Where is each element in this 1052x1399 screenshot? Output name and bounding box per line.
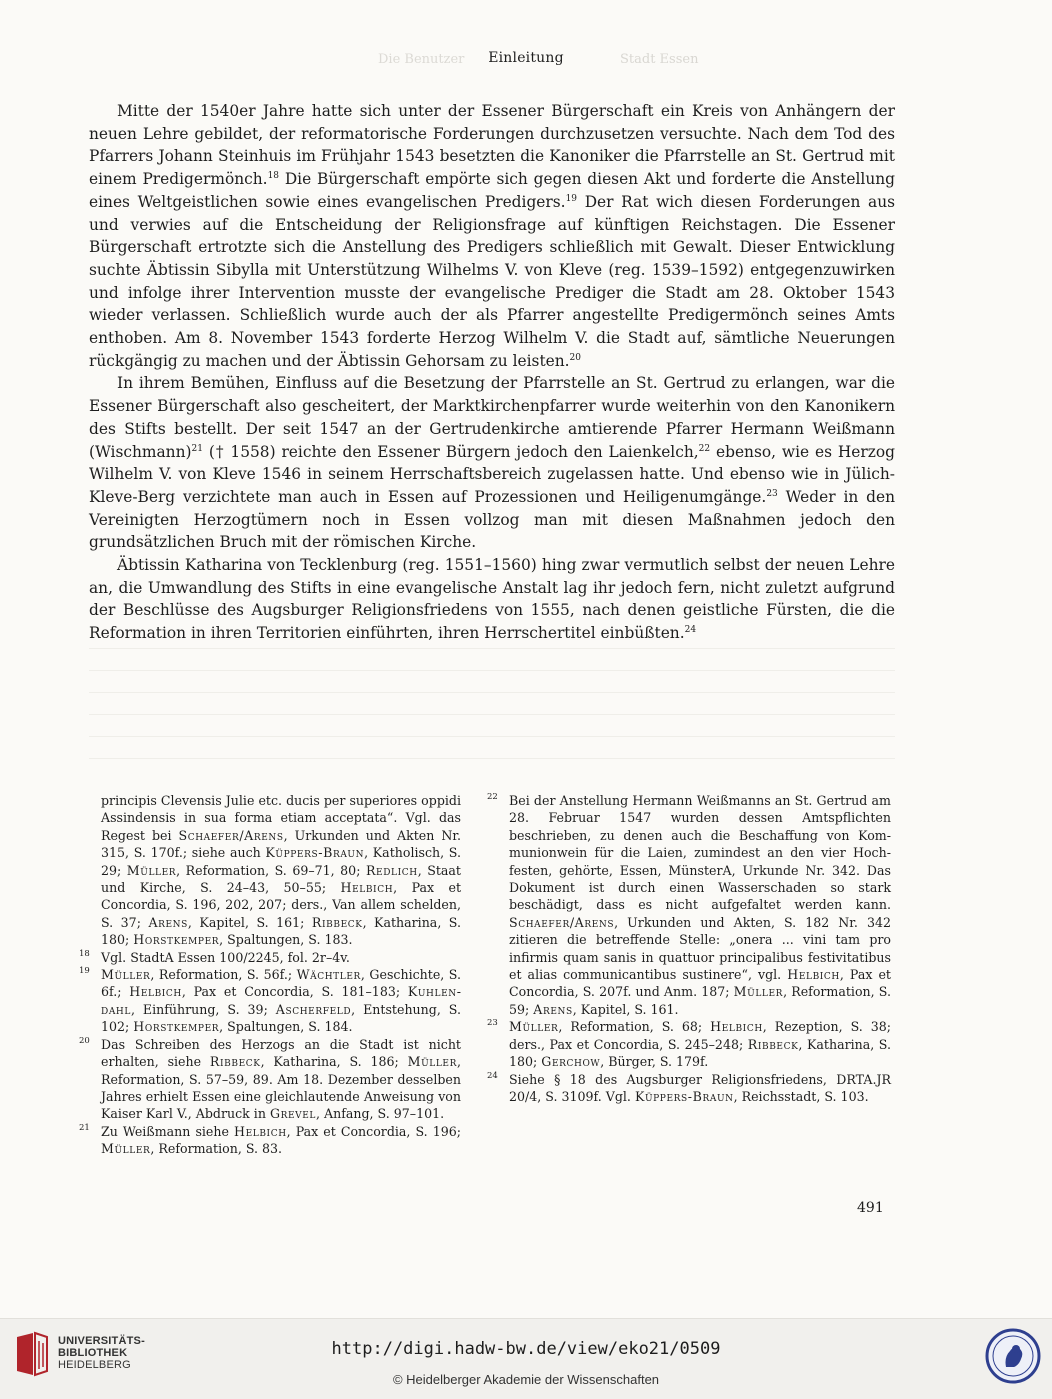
digitization-footer <box>0 1318 1052 1399</box>
academy-seal-icon <box>984 1327 1042 1385</box>
showthrough-heading-right: Stadt Essen <box>620 52 699 67</box>
showthrough-heading-left: Die Benutzer <box>378 52 465 67</box>
permalink-url[interactable]: http://digi.hadw-bw.de/view/eko21/0509 <box>331 1339 721 1359</box>
footnote-ref-19: 19 <box>565 193 578 204</box>
footnote-ref-18: 18 <box>267 171 280 182</box>
footnote-17-continued: principis Clevensis Julie etc. ducis per superiores oppidi Assindensis in sua forma etiam acceptata“. Vgl. das Regest bei Schaefer/Arens, Urkunden und Akten Nr. 315, S. 170f.; siehe auch Küppers-Braun, Katholisch, S. 29; Müller, Reformation, S. 69–71, 80; Redlich, Staat und Kirche, S. 24–43, 50–55; Helbich, Pax et Concordia, S. 196, 202, 207; ders., Van allem schelden, S. 37; Arens, Kapitel, S. 161; Ribbeck, Katharina, S. 180; Horstkemper, Spaltungen, S. 183. <box>101 793 462 948</box>
main-text <box>89 100 895 645</box>
page-number: 491 <box>857 1200 884 1216</box>
library-name: UNIVERSITÄTS- BIBLIOTHEK HEIDELBERG <box>58 1335 145 1371</box>
footnote-ref-23: 23 <box>766 488 778 499</box>
running-head: Einleitung <box>488 50 564 66</box>
footnote-18: 18 Vgl. StadtA Essen 100/2245, fol. 2r–4v. <box>79 948 350 965</box>
footnote-20: 20 Das Schreiben des Herzogs an die Stadt ist nicht erhalten, siehe Ribbeck, Katharina, S. 186; Müller, Reformation, S. 57–59, 89. Am 18. Dezember desselben Jahres erhielt Essen eine gleichlautende Anweisung von Kaiser Karl V., Abdruck in Grevel, Anfang, S. 97–101. <box>79 1035 461 1122</box>
footnote-19: 19 Müller, Reformation, S. 56f.; Wächtler, Geschichte, S. 6f.; Helbich, Pax et Concordia, S. 181–183; Kuhlendahl, Einführung, S. 39; Ascherfeld, Entstehung, S. 102; Horstkemper, Spaltungen, S. 184. <box>79 966 461 1035</box>
footnote-22: 22 Bei der Anstellung Hermann Weißmanns an St. Gertrud am 28. Februar 1547 wurden dessen Amtspflichten beschrieben, zu denen auch die Beschaffung von Kommunionwein für die Laien, zumindest an den vier Hochfesten, gehörte, Essen, MünsterA, Urkunde Nr. 342. Das Dokument ist durch einen Wasserschaden so stark beschädigt, dass es nicht aufgefaltet werden kann. Schaefer/Arens, Urkunden und Akten, S. 182 Nr. 342 zitieren die betreffende Stelle: „onera ... vini tam pro infirmis quam sanis in quattuor principalibus festivitatibus et alias communicantibus sustinere“, vgl. Helbich, Pax et Concordia, S. 207f. und Anm. 187; Müller, Reformation, S. 59; Arens, Kapitel, S. 161. <box>487 792 891 1017</box>
footnote-ref-20: 20 <box>569 352 581 363</box>
paragraph-1: Mitte der 1540er Jahre hatte sich unter der Essener Bürgerschaft ein Kreis von Anhängern der neuen Lehre gebildet, der reformatorische Forderungen durchzusetzen versuchte. Nach dem Tod des Pfarrers Johann Steinhuis im Frühjahr 1543 besetzten die Kanoniker die Pfarrstelle an St. Gertrud mit einem Predigermönch.$^{18}$ Die Bürgerschaft empörte sich gegen diesen Akt und forderte die Anstellung eines Weltgeistlichen sowie eines evangelischen Predigers.$^{19}$ Der Rat wich diesen Forderungen aus und verwies auf die Entscheidung der Religionsfrage auf künftigen Reichstagen. Die Essener Bürgerschaft ertrotzte sich die Anstellung des Predigers schließlich mit Gewalt. Dieser Entwicklung suchte Äbtissin Sibylla mit Unterstützung Wilhelms V. von Kleve (reg. 1539–1592) entgegenzuwirken und infolge ihrer Intervention musste der evangelische Prediger die Stadt am 28. Oktober 1543 wieder verlassen. Schließlich wurde auch der als Pfarrer angestellte Predigermönch seines Amts enthoben. Am 8. November 1543 forderte Herzog Wilhelm V. die Stadt auf, sämtliche Neuerungen rückgängig zu machen und der Äbtissin Gehorsam zu leisten.$^{20}$ <box>89 102 896 370</box>
paragraph-2: In ihrem Bemühen, Einfluss auf die Besetzung der Pfarrstelle an St. Gertrud zu erlangen, war die Essener Bürgerschaft also gescheitert, der Marktkirchenpfarrer wurde weiterhin von den Kanonikern des Stifts bestellt. Der seit 1547 an der Gertrudenkirche amtierende Pfarrer Hermann Weißmann (Wischmann)$^{21}$ († 1558) reichte den Essener Bürgern jedoch den Laienkelch,$^{22}$ ebenso, wie es Herzog Wilhelm V. von Kleve 1546 in seinem Herrschaftsbereich zugelassen hatte. Und ebenso wie in Jülich-Kleve-Berg verzichtete man auch in Essen auf Prozessionen und Heiligenumgänge.$^{23}$ Weder in den Vereinigten Herzogtümern noch in Essen vollzog man mit diesen Maßnahmen jedoch den grundsätzlichen Bruch mit der römischen Kirche. <box>89 374 895 552</box>
footnote-ref-21: 21 <box>191 443 203 454</box>
paragraph-3: Äbtissin Katharina von Tecklenburg (reg. 1551–1560) hing zwar vermutlich selbst der neuen Lehre an, die Umwandlung des Stifts in eine evangelische Anstalt lag ihr jedoch fern, nicht zuletzt aufgrund der Beschlüsse des Augsburger Religionsfriedens von 1555, nach denen geistliche Fürsten, die die Reformation in ihren Territorien einführten, ihren Herrschertitel einbüßten.$^{24}$ <box>89 556 895 643</box>
footnote-column-right <box>487 792 891 1105</box>
footnote-23: 23 Müller, Reformation, S. 68; Helbich, Rezeption, S. 38; ders., Pax et Concordia, S. 245–248; Ribbeck, Katharina, S. 180; Gerchow, Bürger, S. 179f. <box>487 1018 891 1070</box>
footnote-24: 24 Siehe § 18 des Augsburger Religionsfriedens, DRTA.JR 20/4, S. 3109f. Vgl. Küppers-Braun, Reichsstadt, S. 103. <box>487 1070 891 1104</box>
copyright-notice: © Heidelberger Akademie der Wissenschaften <box>392 1372 660 1387</box>
footnote-21: 21 Zu Weißmann siehe Helbich, Pax et Concordia, S. 196; Müller, Reformation, S. 83. <box>79 1122 461 1157</box>
showthrough-text <box>89 648 895 776</box>
footnote-ref-22: 22 <box>698 443 711 454</box>
footnote-ref-24: 24 <box>684 625 697 636</box>
footnote-column-left <box>79 792 462 1158</box>
